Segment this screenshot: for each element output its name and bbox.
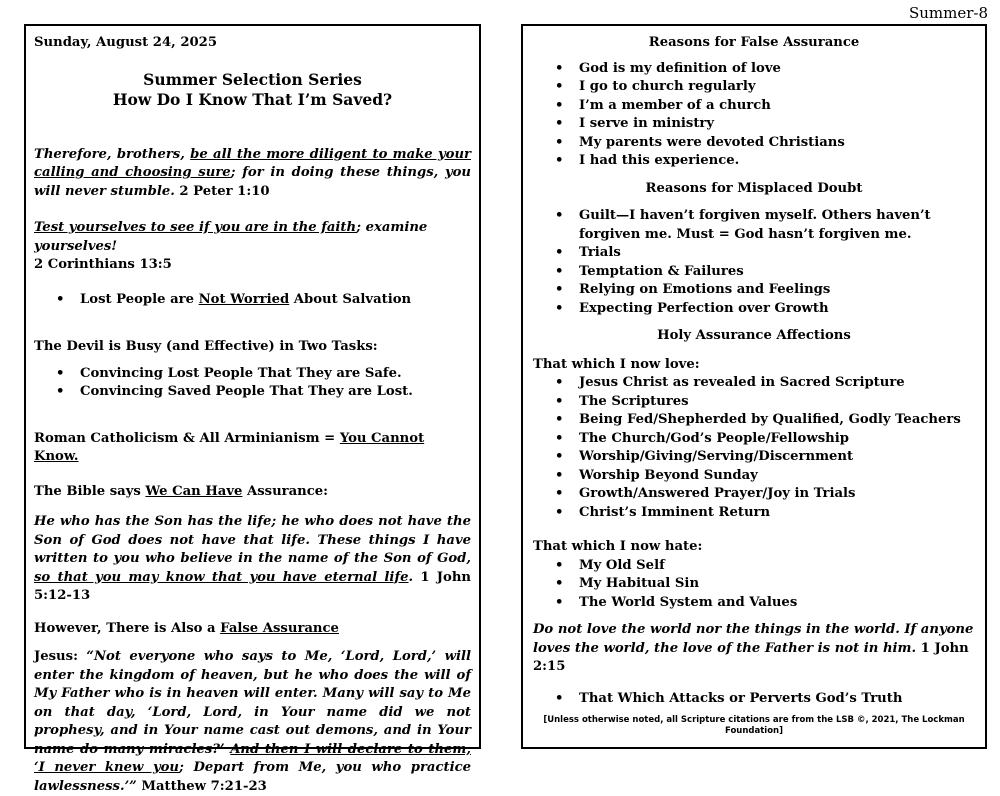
list-item: • I had this experience.	[533, 152, 975, 171]
misplaced-doubt-heading: Reasons for Misplaced Doubt	[645, 180, 863, 196]
sermon-title: How Do I Know That I’m Saved?	[112, 89, 393, 109]
list-item: • That Which Attacks or Perverts God’s Truth	[533, 690, 975, 709]
list-item: • The Scriptures	[533, 393, 975, 412]
matthew-verse: Jesus: “Not everyone who says to Me, ‘Lord, Lord,’ will enter the kingdom of heaven, but he who does the will of My Father who is in heaven will enter. Many will say to Me on that day, ‘Lord, Lord, in Your name did we not prophesy, and in Your name cast out demons, and in Your name do many miracles?’ And then I will declare to them, ‘I never knew you; Depart from Me, you who practice lawlessness.’” Matthew 7:21-23	[34, 649, 472, 794]
false-assurance-list	[533, 60, 975, 171]
devil-heading: The Devil is Busy (and Effective) in Two Tasks:	[34, 339, 378, 354]
list-item: • Temptation & Failures	[533, 263, 975, 282]
world-verse: Do not love the world nor the things in the world. If anyone loves the world, the love of the Father is not in him. 1 John 2:15	[533, 622, 974, 674]
list-item: • The Church/God’s People/Fellowship	[533, 430, 975, 449]
list-item: • Guilt—I haven’t forgiven myself. Others haven’t forgiven me. Must = God hasn’t forgiven me.	[533, 207, 975, 244]
attack-list	[533, 690, 975, 709]
list-item: • Jesus Christ as revealed in Sacred Scripture	[533, 374, 975, 393]
love-list	[533, 374, 975, 522]
devil-list	[34, 365, 471, 402]
list-item: • Christ’s Imminent Return	[533, 504, 975, 523]
list-item: • Convincing Lost People That They are Safe.	[34, 365, 471, 384]
left-panel	[24, 24, 481, 794]
right-panel	[521, 24, 987, 749]
list-item: • My parents were devoted Christians	[533, 134, 975, 153]
misplaced-doubt-list	[533, 207, 975, 318]
false-assurance-reasons-heading: Reasons for False Assurance	[648, 35, 860, 50]
list-item: • The World System and Values	[533, 594, 975, 613]
list-item: • Trials	[533, 244, 975, 263]
scripture-footnote: [Unless otherwise noted, all Scripture citations are from the LSB ©, 2021, The Lockman Foundation]	[543, 715, 965, 736]
list-item: • Being Fed/Shepherded by Qualified, Godly Teachers	[533, 411, 975, 430]
list-item: • Worship Beyond Sunday	[533, 467, 975, 486]
john-verse: He who has the Son has the life; he who does not have the Son of God does not have that life. These things I have written to you who believe in the name of the Son of God, so that you may know that you have eternal life. 1 John 5:12-13	[34, 514, 472, 603]
list-item: • Convincing Saved People That They are Lost.	[34, 383, 471, 402]
series-title: Summer Selection Series	[143, 69, 362, 89]
sermon-date: Sunday, August 24, 2025	[34, 35, 218, 50]
list-item: • Relying on Emotions and Feelings	[533, 281, 975, 300]
lost-list	[34, 291, 471, 310]
list-item: • I’m a member of a church	[533, 97, 975, 116]
list-item: • My Habitual Sin	[533, 575, 975, 594]
hate-list	[533, 557, 975, 613]
list-item: • Worship/Giving/Serving/Discernment	[533, 448, 975, 467]
peter-verse: Therefore, brothers, be all the more diligent to make your calling and choosing sure; for in doing these things, you will never stumble. 2 Peter 1:10	[34, 146, 471, 199]
hate-heading: That which I now hate:	[533, 539, 703, 554]
holy-assurance-heading: Holy Assurance Affections	[657, 328, 851, 343]
roman-line: Roman Catholicism & All Arminianism = You Cannot Know.	[34, 430, 425, 464]
false-assurance-heading: However, There is Also a False Assurance	[34, 620, 339, 636]
page-code: Summer-8	[908, 4, 988, 22]
list-item: • Lost People are Not Worried About Salvation	[34, 291, 471, 310]
love-heading: That which I now love:	[533, 356, 700, 372]
list-item: • Expecting Perfection over Growth	[533, 300, 975, 319]
list-item: • God is my definition of love	[533, 60, 975, 79]
list-item: • I go to church regularly	[533, 78, 975, 97]
corinthians-verse: Test yourselves to see if you are in the faith; examine yourselves! 2 Corinthians 13:5	[34, 220, 428, 272]
bible-says-heading: The Bible says We Can Have Assurance:	[34, 483, 329, 499]
list-item: • My Old Self	[533, 557, 975, 576]
list-item: • Growth/Answered Prayer/Joy in Trials	[533, 485, 975, 504]
list-item: • I serve in ministry	[533, 115, 975, 134]
